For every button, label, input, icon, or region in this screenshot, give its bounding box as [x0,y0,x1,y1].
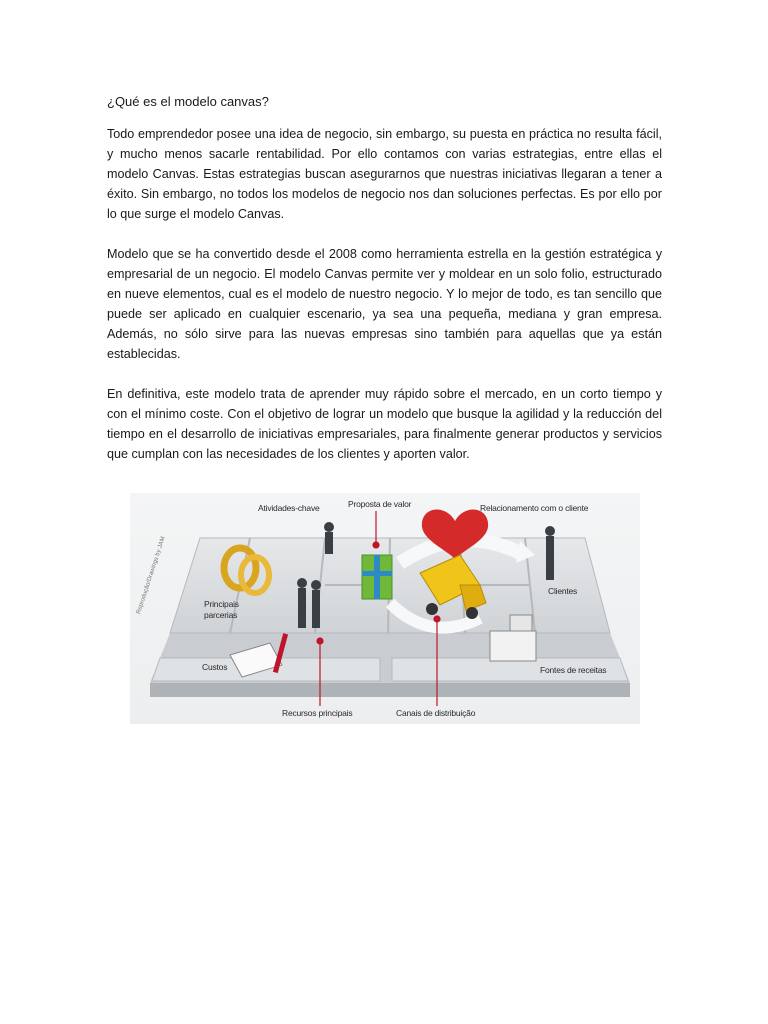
paragraph-2: Modelo que se ha convertido desde el 2008 como herramienta estrella en la gestión estratégica y empresarial de un negocio. El modelo Canvas permite ver y moldear en un solo folio, estructurado en nueve elementos, cual es el modelo de nuestro negocio. Y lo mejor de todo, es tan sencillo que puede ser aplicado en cualquier escenario, ya sea una pequeña, mediana y gran empresa. Además, no sólo sirve para las nuevas empresas sino también para aquellas que ya están establecidas. [107,247,662,361]
label-recursos-principais: Recursos principais [282,708,353,718]
label-relacionamento: Relacionamento com o cliente [480,503,589,513]
image-credit: Reprodução/Drawings by JAM [136,535,167,615]
label-clientes: Clientes [548,586,578,596]
label-proposta-de-valor: Proposta de valor [348,499,412,509]
paragraph-3: En definitiva, este modelo trata de aprender muy rápido sobre el mercado, en un corto tiempo y con el mínimo coste. Con el objetivo de lograr un modelo que busque la agilidad y la reducción del tiempo en el desarrollo de iniciativas empresariales, para finalmente generar productos y servicios que cumplan con las necesidades de los clientes y aporten valor. [107,387,662,461]
label-principais-parcerias: Principais parcerias [204,599,239,620]
label-custos: Custos [202,662,228,672]
label-fontes-de-receitas: Fontes de receitas [540,665,607,675]
paragraph-1: Todo emprendedor posee una idea de negocio, sin embargo, su puesta en práctica no resulta fácil, y mucho menos sacarle rentabilidad. Por ello contamos con varias estrategias, entre ellas el modelo Canvas. Estas estrategias buscan asegurarnos que nuestras iniciativas llegaran a tener a éxito. Sin embargo, no todos los modelos de negocio nos dan soluciones perfectas. Es por ello por lo que surge el modelo Canvas. [107,127,662,221]
platform-front-edge [150,683,630,697]
document-heading: ¿Qué es el modelo canvas? [107,94,269,109]
cash-register-icon [490,631,536,661]
label-atividades-chave: Atividades-chave [258,503,320,513]
label-canais-de-distribuicao: Canais de distribuição [396,708,476,718]
canvas-model-illustration [130,493,640,724]
